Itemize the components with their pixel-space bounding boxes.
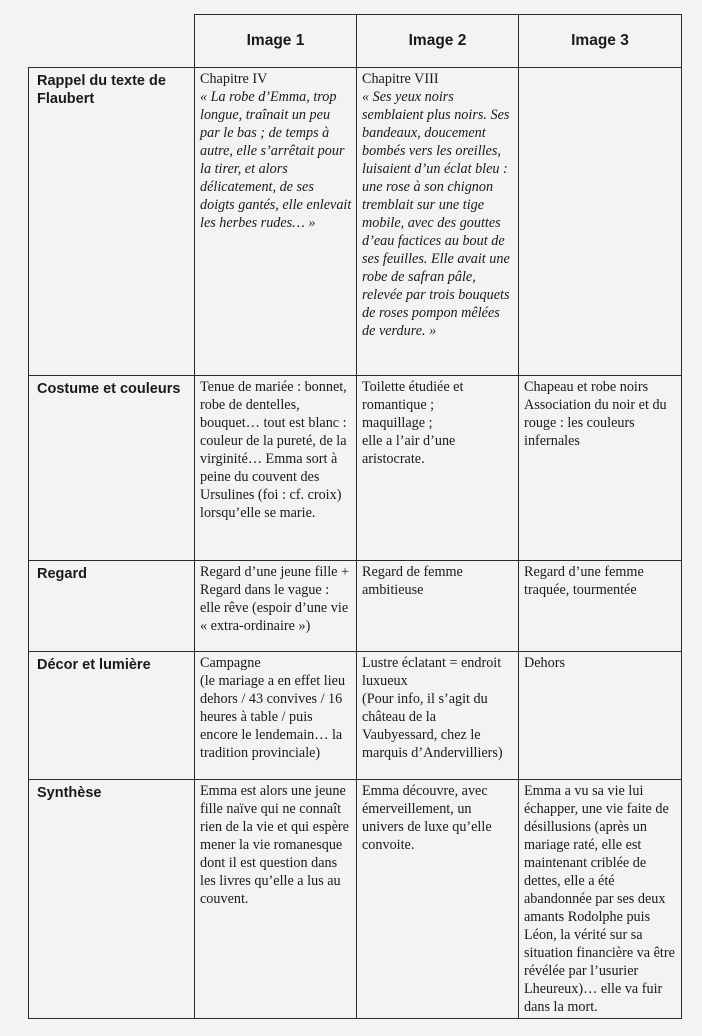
costume-cell-image-1 bbox=[195, 376, 357, 561]
flaubert-quote: « Ses yeux noirs semblaient plus noirs. Ses bandeaux, doucement bombés vers les oreilles, luisaient d’un éclat bleu : une rose à son chignon tremblait sur une tige mobile, avec des gouttes d’eau factices au bout de ses feuilles. Elle avait une robe de safran pâle, relevée par trois bouquets de roses pompon mêlées de verdure. » bbox=[362, 89, 510, 339]
row-label-synthese: Synthèse bbox=[29, 780, 195, 1019]
comparison-table bbox=[28, 14, 682, 1019]
cell-text: Emma a vu sa vie lui échapper, une vie faite de désillusions (après un mariage raté, elle est maintenant criblée de dettes, elle a été abandonnée par ses deux amants Rodolphe puis Léon, la vérité sur sa situation financière va être révélée par l’usurier Lheureux)… elle va fuir dans la mort. bbox=[524, 783, 675, 1015]
cell-text: Tenue de mariée : bonnet, robe de dentelles, bouquet… tout est blanc : couleur de la pureté, de la virginité… Emma sort à peine du couvent des Ursulines (foi : cf. croix) lorsqu’elle se marie. bbox=[200, 379, 347, 521]
decor-cell-image-1 bbox=[195, 652, 357, 780]
column-header-image-3: Image 3 bbox=[519, 15, 682, 68]
costume-cell-image-3 bbox=[519, 376, 682, 561]
cell-text: (le mariage a en effet lieu dehors / 43 convives / 16 heures à table / puis encore le lendemain… la tradition provinciale) bbox=[200, 673, 346, 761]
header-row bbox=[29, 15, 682, 68]
cell-text: Regard d’une jeune fille + Regard dans le vague : elle rêve (espoir d’une vie « extra-ordinaire ») bbox=[200, 564, 350, 634]
quote-cell-image-3 bbox=[519, 68, 682, 376]
cell-text: Lustre éclatant = endroit luxueux bbox=[362, 655, 502, 689]
row-label-costume: Costume et couleurs bbox=[29, 376, 195, 561]
decor-cell-image-2 bbox=[357, 652, 519, 780]
row-label-decor: Décor et lumière bbox=[29, 652, 195, 780]
corner-cell bbox=[29, 15, 195, 68]
cell-text: Toilette étudiée et romantique ; bbox=[362, 379, 464, 413]
quote-cell-image-1 bbox=[195, 68, 357, 376]
column-header-image-2: Image 2 bbox=[357, 15, 519, 68]
synthese-cell-image-3 bbox=[519, 780, 682, 1019]
regard-cell-image-3 bbox=[519, 561, 682, 652]
quote-cell-image-2 bbox=[357, 68, 519, 376]
costume-cell-image-2 bbox=[357, 376, 519, 561]
row-label-regard: Regard bbox=[29, 561, 195, 652]
cell-text: Regard d’une femme traquée, tourmentée bbox=[524, 564, 644, 598]
flaubert-quote: « La robe d’Emma, trop longue, traînait un peu par le bas ; de temps à autre, elle s’arrêtait pour la tirer, et alors délicatement, de ses doigts gantés, elle enlevait les herbes rudes… » bbox=[200, 89, 352, 231]
row-label-rappel: Rappel du texte de Flaubert bbox=[29, 68, 195, 376]
table-row bbox=[29, 561, 682, 652]
synthese-cell-image-1 bbox=[195, 780, 357, 1019]
chapter-label: Chapitre IV bbox=[200, 71, 268, 87]
cell-text: Emma découvre, avec émerveillement, un univers de luxe qu’elle convoite. bbox=[362, 783, 492, 853]
decor-cell-image-3 bbox=[519, 652, 682, 780]
cell-text: Emma est alors une jeune fille naïve qui ne connaît rien de la vie et qui espère mener la vie romanesque dont il est question dans les livres qu’elle a lus au couvent. bbox=[200, 783, 349, 907]
cell-text: maquillage ; bbox=[362, 415, 433, 431]
column-header-image-1: Image 1 bbox=[195, 15, 357, 68]
table-row bbox=[29, 376, 682, 561]
table-row bbox=[29, 780, 682, 1019]
cell-text: elle a l’air d’une aristocrate. bbox=[362, 433, 456, 467]
cell-text: Dehors bbox=[524, 655, 565, 671]
regard-cell-image-2 bbox=[357, 561, 519, 652]
cell-text: Campagne bbox=[200, 655, 261, 671]
cell-text: Chapeau et robe noirs bbox=[524, 379, 649, 395]
regard-cell-image-1 bbox=[195, 561, 357, 652]
chapter-label: Chapitre VIII bbox=[362, 71, 439, 87]
synthese-cell-image-2 bbox=[357, 780, 519, 1019]
cell-text: Association du noir et du rouge : les couleurs infernales bbox=[524, 397, 667, 449]
cell-text: Regard de femme ambitieuse bbox=[362, 564, 463, 598]
table-row bbox=[29, 68, 682, 376]
table-row bbox=[29, 652, 682, 780]
cell-text: (Pour info, il s’agit du château de la Vaubyessard, chez le marquis d’Andervilliers) bbox=[362, 691, 503, 761]
